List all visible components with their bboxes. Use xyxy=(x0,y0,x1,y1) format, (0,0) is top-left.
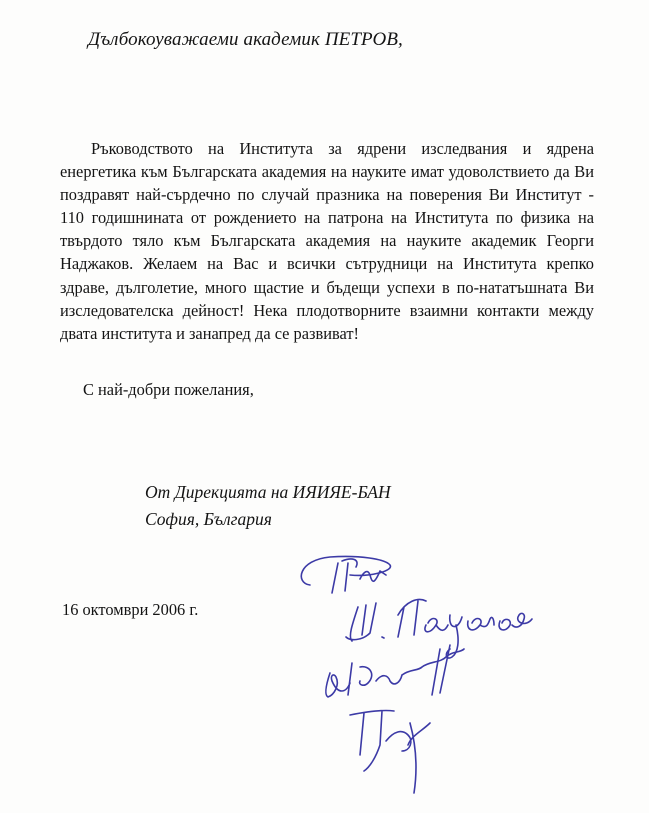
signature-third-stroke xyxy=(386,732,411,751)
handwritten-signatures xyxy=(290,545,560,805)
salutation: Дълбокоуважаеми академик ПЕТРОВ, xyxy=(88,29,403,50)
signature-second-stroke xyxy=(376,649,464,684)
signature-drawing xyxy=(290,545,560,805)
letter-body xyxy=(60,137,594,345)
sender-location: София, България xyxy=(145,509,272,529)
signature-third-stroke xyxy=(350,710,394,771)
signature-second-stroke xyxy=(326,673,350,697)
signature-initials-stroke xyxy=(360,571,386,581)
closing-phrase: С най-добри пожелания, xyxy=(83,380,254,399)
signature-third-stroke xyxy=(408,723,430,793)
signature-name-stroke xyxy=(382,637,384,638)
signature-name-stroke xyxy=(499,613,532,630)
letter-body-paragraph: Ръководството на Института за ядрени изследвания и ядрена енергетика към Българската академия на науките имат удоволствието да Ви поздравят най-сърдечно по случай празника на поверения Ви Институт - 110 годишнината от рождението на патрона на Института по физика на твърдото тяло към Българската академия на науките академик Георги Наджаков. Желаем на Вас и всички сътрудници на Института крепко здраве, дълголетие, много щастие и бъдещи успехи в по-нататъшната Ви изследователска дейност! Нека плодотворните взаимни контакти между двата института и занапред да се развиват! xyxy=(60,139,594,343)
signature-second-stroke xyxy=(348,663,372,695)
letter-date: 16 октомври 2006 г. xyxy=(62,600,199,619)
signature-name-stroke xyxy=(346,603,376,641)
signature-name-stroke xyxy=(398,600,426,637)
sender-organization: От Дирекцията на ИЯИЯЕ-БАН xyxy=(145,482,391,502)
sender-block xyxy=(145,479,391,533)
signature-name-stroke xyxy=(425,619,448,632)
signature-name-stroke xyxy=(468,617,494,630)
